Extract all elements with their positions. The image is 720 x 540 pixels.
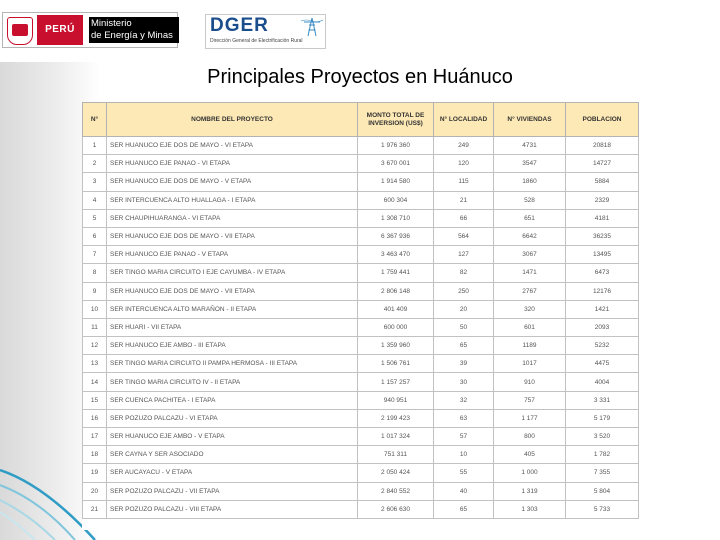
investment-amount-cell: 600 000 [358,318,434,336]
investment-amount-cell: 1 759 441 [358,264,434,282]
table-row [83,227,639,245]
localities-count-cell: 65 [434,500,494,518]
row-number-cell: 16 [83,409,107,427]
project-name-cell: SER CUENCA PACHITEA - I ETAPA [107,391,358,409]
project-name-cell: SER HUANUCO EJE DOS DE MAYO - V ETAPA [107,173,358,191]
population-count-cell: 5 804 [566,482,639,500]
investment-amount-cell: 6 367 936 [358,227,434,245]
investment-amount-cell: 1 308 710 [358,209,434,227]
project-name-cell: SER HUARI - VII ETAPA [107,318,358,336]
households-count-cell: 1 319 [494,482,566,500]
row-number-cell: 15 [83,391,107,409]
table-row [83,282,639,300]
column-header: MONTO TOTAL DE INVERSION (US$) [358,103,434,137]
table-row [83,409,639,427]
population-count-cell: 6473 [566,264,639,282]
table-row [83,300,639,318]
population-count-cell: 2093 [566,318,639,336]
table-row [83,482,639,500]
investment-amount-cell: 401 409 [358,300,434,318]
localities-count-cell: 115 [434,173,494,191]
households-count-cell: 1189 [494,337,566,355]
localities-count-cell: 21 [434,191,494,209]
households-count-cell: 4731 [494,137,566,155]
column-header: NOMBRE DEL PROYECTO [107,103,358,137]
population-count-cell: 1421 [566,300,639,318]
investment-amount-cell: 3 463 470 [358,246,434,264]
row-number-cell: 7 [83,246,107,264]
project-name-cell: SER POZUZO PALCAZU - VI ETAPA [107,409,358,427]
peru-shield-icon [7,17,33,45]
investment-amount-cell: 1 976 360 [358,137,434,155]
projects-table [82,102,639,519]
row-number-cell: 3 [83,173,107,191]
localities-count-cell: 57 [434,428,494,446]
localities-count-cell: 564 [434,227,494,245]
investment-amount-cell: 2 199 423 [358,409,434,427]
project-name-cell: SER HUANUCO EJE PANAO - VI ETAPA [107,155,358,173]
investment-amount-cell: 940 951 [358,391,434,409]
table-row [83,246,639,264]
row-number-cell: 2 [83,155,107,173]
localities-count-cell: 66 [434,209,494,227]
project-name-cell: SER HUANUCO EJE PANAO - V ETAPA [107,246,358,264]
households-count-cell: 1 000 [494,464,566,482]
investment-amount-cell: 1 914 580 [358,173,434,191]
ministry-line-2: de Energía y Minas [91,30,173,41]
population-count-cell: 14727 [566,155,639,173]
population-count-cell: 2329 [566,191,639,209]
table-row [83,173,639,191]
row-number-cell: 11 [83,318,107,336]
localities-count-cell: 250 [434,282,494,300]
households-count-cell: 6642 [494,227,566,245]
table-row [83,137,639,155]
project-name-cell: SER INTERCUENCA ALTO HUALLAGA - I ETAPA [107,191,358,209]
localities-count-cell: 120 [434,155,494,173]
population-count-cell: 36235 [566,227,639,245]
table-row [83,155,639,173]
population-count-cell: 12176 [566,282,639,300]
row-number-cell: 9 [83,282,107,300]
investment-amount-cell: 3 670 001 [358,155,434,173]
population-count-cell: 3 520 [566,428,639,446]
dger-logo [205,14,326,49]
project-name-cell: SER POZUZO PALCAZU - VIII ETAPA [107,500,358,518]
households-count-cell: 405 [494,446,566,464]
investment-amount-cell: 1 017 324 [358,428,434,446]
table-row [83,355,639,373]
localities-count-cell: 82 [434,264,494,282]
localities-count-cell: 249 [434,137,494,155]
table-body [83,137,639,519]
population-count-cell: 13495 [566,246,639,264]
table-row [83,264,639,282]
households-count-cell: 1017 [494,355,566,373]
row-number-cell: 12 [83,337,107,355]
row-number-cell: 19 [83,464,107,482]
households-count-cell: 1471 [494,264,566,282]
table-row [83,373,639,391]
row-number-cell: 14 [83,373,107,391]
project-name-cell: SER HUANUCO EJE DOS DE MAYO - VII ETAPA [107,227,358,245]
table-row [83,428,639,446]
row-number-cell: 18 [83,446,107,464]
table-row [83,209,639,227]
peru-label: PERÚ [37,15,83,45]
households-count-cell: 320 [494,300,566,318]
row-number-cell: 5 [83,209,107,227]
table-header-row [83,103,639,137]
row-number-cell: 17 [83,428,107,446]
households-count-cell: 601 [494,318,566,336]
investment-amount-cell: 2 606 630 [358,500,434,518]
project-name-cell: SER TINGO MARIA CIRCUITO I EJE CAYUMBA - IV ETAPA [107,264,358,282]
households-count-cell: 2767 [494,282,566,300]
project-name-cell: SER TINGO MARIA CIRCUITO II PAMPA HERMOSA - III ETAPA [107,355,358,373]
households-count-cell: 757 [494,391,566,409]
project-name-cell: SER HUANUCO EJE AMBO - V ETAPA [107,428,358,446]
households-count-cell: 910 [494,373,566,391]
population-count-cell: 4004 [566,373,639,391]
localities-count-cell: 30 [434,373,494,391]
population-count-cell: 7 355 [566,464,639,482]
row-number-cell: 20 [83,482,107,500]
localities-count-cell: 55 [434,464,494,482]
table-row [83,391,639,409]
localities-count-cell: 32 [434,391,494,409]
table-row [83,500,639,518]
project-name-cell: SER CHAUPIHUARANGA - VI ETAPA [107,209,358,227]
row-number-cell: 21 [83,500,107,518]
population-count-cell: 4475 [566,355,639,373]
project-name-cell: SER HUANUCO EJE DOS DE MAYO - VII ETAPA [107,282,358,300]
project-name-cell: SER AUCAYACU - V ETAPA [107,464,358,482]
households-count-cell: 528 [494,191,566,209]
localities-count-cell: 65 [434,337,494,355]
population-count-cell: 5 733 [566,500,639,518]
localities-count-cell: 39 [434,355,494,373]
table-row [83,337,639,355]
column-header: POBLACION [566,103,639,137]
population-count-cell: 3 331 [566,391,639,409]
row-number-cell: 8 [83,264,107,282]
ministry-line-1: Ministerio [91,18,132,29]
column-header: N° VIVIENDAS [494,103,566,137]
households-count-cell: 1 177 [494,409,566,427]
investment-amount-cell: 1 359 960 [358,337,434,355]
project-name-cell: SER HUANUCO EJE AMBO - III ETAPA [107,337,358,355]
project-name-cell: SER POZUZO PALCAZU - VII ETAPA [107,482,358,500]
households-count-cell: 3547 [494,155,566,173]
population-count-cell: 5884 [566,173,639,191]
column-header: N° LOCALIDAD [434,103,494,137]
header-band [0,0,720,62]
localities-count-cell: 20 [434,300,494,318]
project-name-cell: SER TINGO MARIA CIRCUITO IV - II ETAPA [107,373,358,391]
ministry-name [89,17,179,43]
row-number-cell: 13 [83,355,107,373]
investment-amount-cell: 2 806 148 [358,282,434,300]
households-count-cell: 1860 [494,173,566,191]
project-name-cell: SER HUANUCO EJE DOS DE MAYO - VI ETAPA [107,137,358,155]
minem-logo [2,12,178,48]
population-count-cell: 4181 [566,209,639,227]
dger-subtitle: Dirección General de Electrificación Rural [210,38,303,44]
row-number-cell: 4 [83,191,107,209]
investment-amount-cell: 2 840 552 [358,482,434,500]
localities-count-cell: 127 [434,246,494,264]
localities-count-cell: 63 [434,409,494,427]
project-name-cell: SER INTERCUENCA ALTO MARAÑON - II ETAPA [107,300,358,318]
localities-count-cell: 40 [434,482,494,500]
dger-wordmark: DGER [210,15,269,36]
row-number-cell: 1 [83,137,107,155]
table-row [83,464,639,482]
project-name-cell: SER CAYNA Y SER ASOCIADO [107,446,358,464]
localities-count-cell: 10 [434,446,494,464]
investment-amount-cell: 1 157 257 [358,373,434,391]
investment-amount-cell: 751 311 [358,446,434,464]
population-count-cell: 5232 [566,337,639,355]
investment-amount-cell: 2 050 424 [358,464,434,482]
page-title: Principales Proyectos en Huánuco [207,66,513,88]
power-tower-icon [301,17,323,37]
households-count-cell: 3067 [494,246,566,264]
population-count-cell: 1 782 [566,446,639,464]
table-row [83,446,639,464]
investment-amount-cell: 600 304 [358,191,434,209]
table-row [83,318,639,336]
population-count-cell: 5 179 [566,409,639,427]
column-header: N° [83,103,107,137]
investment-amount-cell: 1 506 761 [358,355,434,373]
row-number-cell: 10 [83,300,107,318]
localities-count-cell: 50 [434,318,494,336]
row-number-cell: 6 [83,227,107,245]
projects-table-container [82,102,638,530]
population-count-cell: 20818 [566,137,639,155]
households-count-cell: 1 303 [494,500,566,518]
households-count-cell: 800 [494,428,566,446]
households-count-cell: 651 [494,209,566,227]
table-row [83,191,639,209]
